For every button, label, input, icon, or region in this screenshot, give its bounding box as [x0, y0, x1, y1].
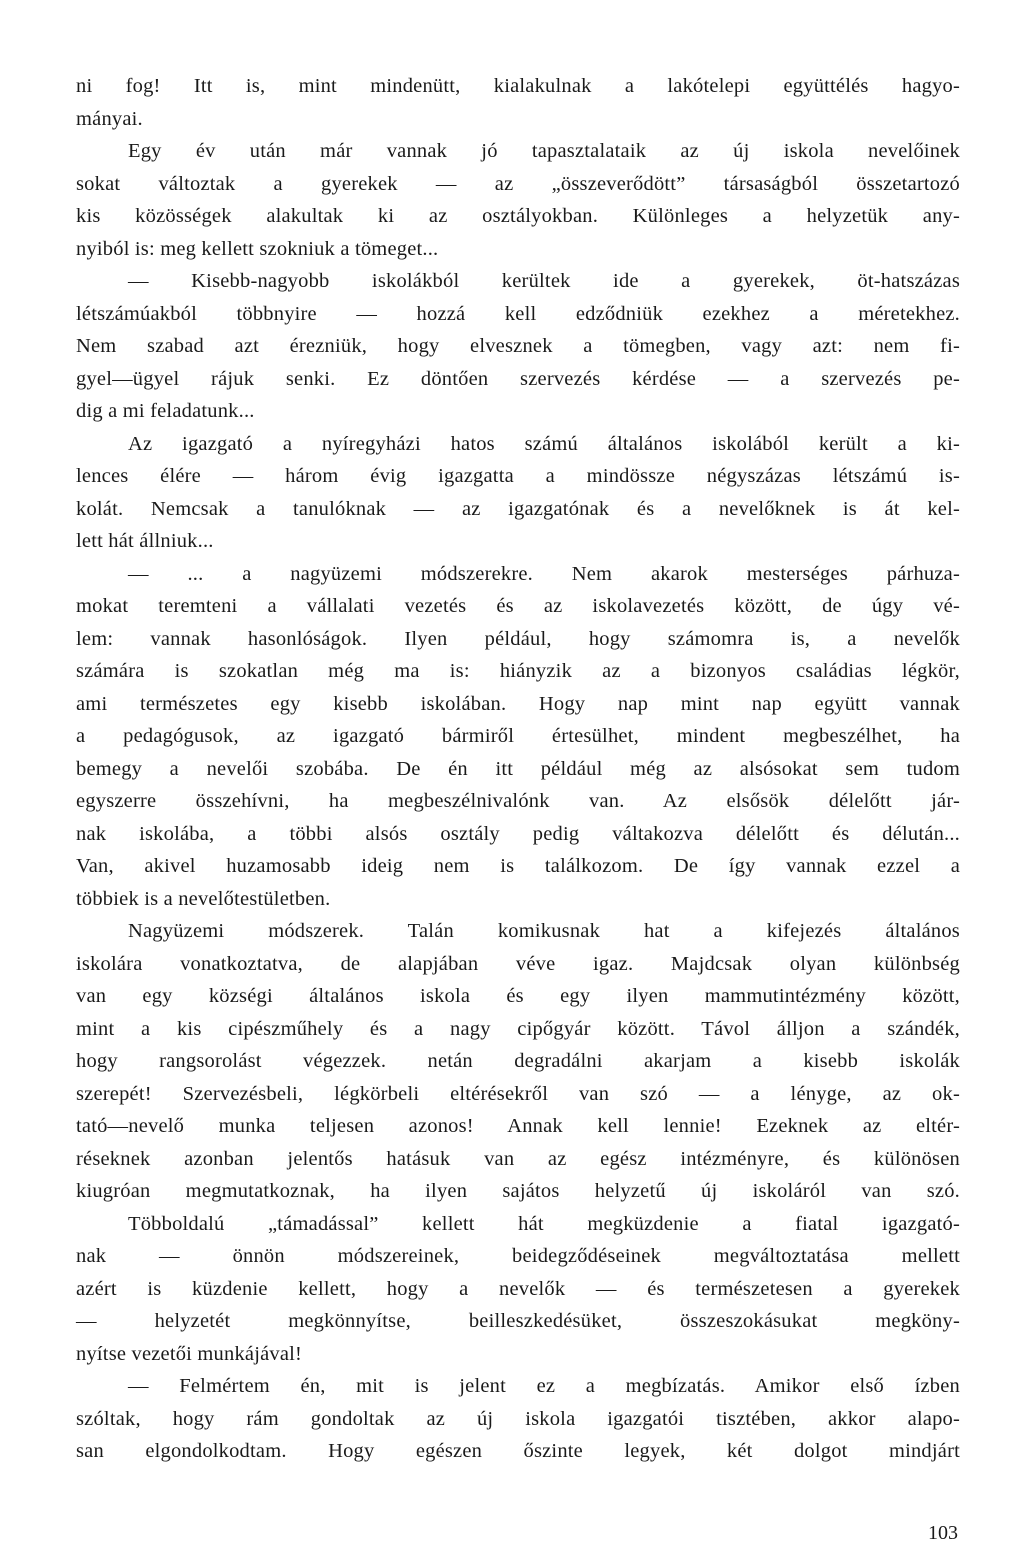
text-line: kolát. Nemcsak a tanulóknak — az igazgatónak és a nevelőknek is át kel-: [76, 497, 960, 520]
text-line: ami természetes egy kisebb iskolában. Hogy nap mint nap együtt vannak: [76, 692, 960, 715]
text-line: szóltak, hogy rám gondoltak az új iskola igazgatói tisztében, akkor alapo-: [76, 1407, 960, 1430]
text-line: — Felmértem én, mit is jelent ez a megbízatás. Amikor első ízben: [128, 1375, 960, 1397]
page-number: 103: [928, 1522, 958, 1544]
text-line: van egy községi általános iskola és egy ilyen mammutintézmény között,: [76, 985, 960, 1007]
text-line: egyszerre összehívni, ha megbeszélnivalónk van. Az elsősök délelőtt jár-: [76, 790, 960, 812]
text-line: ni fog! Itt is, mint mindenütt, kialakulnak a lakótelepi együttélés hagyo-: [76, 75, 960, 97]
text-line: san elgondolkodtam. Hogy egészen őszinte legyek, két dolgot mindjárt: [76, 1440, 960, 1462]
text-line: iskolára vonatkoztatva, de alapjában véve igaz. Majdcsak olyan különbség: [76, 952, 960, 975]
text-line: nak iskolába, a többi alsós osztály pedig váltakozva délelőtt és délután...: [76, 822, 960, 845]
text-line: számára is szokatlan még ma is: hiányzik az a bizonyos családias légkör,: [76, 660, 960, 682]
text-line: bemegy a nevelői szobába. De én itt például még az alsósokat sem tudom: [76, 757, 960, 780]
text-line: lett hát állniuk...: [76, 530, 214, 552]
text-line: réseknek azonban jelentős hatásuk van az egész intézményre, és különösen: [76, 1147, 960, 1170]
text-line: azért is küzdenie kellett, hogy a nevelők — és természetesen a gyerekek: [76, 1277, 960, 1300]
text-line: hogy rangsorolást végezzek. netán degradálni akarjam a kisebb iskolák: [76, 1050, 960, 1072]
text-line: gyel—ügyel rájuk senki. Ez döntően szervezés kérdése — a szervezés pe-: [76, 367, 960, 390]
text-line: létszámúakból többnyire — hozzá kell edződniük ezekhez a méretekhez.: [76, 302, 960, 325]
text-line: Többoldalú „támadással” kellett hát megküzdenie a fiatal igazgató-: [128, 1212, 960, 1235]
text-line: tató—nevelő munka teljesen azonos! Annak kell lennie! Ezeknek az eltér-: [76, 1115, 960, 1137]
text-line: a pedagógusok, az igazgató bármiről értesülhet, mindent megbeszélhet, ha: [76, 725, 960, 747]
text-line: mányai.: [76, 107, 143, 130]
text-line: többiek is a nevelőtestületben.: [76, 887, 331, 910]
text-line: mint a kis cipészműhely és a nagy cipőgyár között. Távol álljon a szándék,: [76, 1017, 960, 1040]
text-line: Nagyüzemi módszerek. Talán komikusnak hat a kifejezés általános: [128, 920, 960, 942]
text-line: — ... a nagyüzemi módszerekre. Nem akarok mesterséges párhuza-: [128, 562, 960, 585]
page-body-text: [76, 70, 960, 1468]
text-line: Nem szabad azt érezniük, hogy elvesznek a tömegben, vagy azt: nem fi-: [76, 335, 960, 357]
text-line: lences élére — három évig igazgatta a mindössze négyszázas létszámú is-: [76, 465, 960, 487]
text-line: Egy év után már vannak jó tapasztalataik az új iskola nevelőinek: [128, 140, 960, 162]
text-line: dig a mi feladatunk...: [76, 400, 255, 422]
text-line: lem: vannak hasonlóságok. Ilyen például, hogy számomra is, a nevelők: [76, 627, 960, 650]
text-line: — helyzetét megkönnyítse, beilleszkedésüket, összeszokásukat megköny-: [76, 1310, 960, 1332]
text-line: sokat változtak a gyerekek — az „összeverődött” társaságból összetartozó: [76, 172, 960, 195]
text-line: Az igazgató a nyíregyházi hatos számú általános iskolából került a ki-: [128, 432, 960, 455]
text-line: nyiból is: meg kellett szokniuk a tömeget...: [76, 237, 439, 260]
text-line: kiugróan megmutatkoznak, ha ilyen sajátos helyzetű új iskoláról van szó.: [76, 1180, 960, 1202]
text-line: kis közösségek alakultak ki az osztályokban. Különleges a helyzetük any-: [76, 205, 960, 227]
text-line: — Kisebb-nagyobb iskolákból kerültek ide a gyerekek, öt-hatszázas: [128, 270, 960, 292]
text-line: nyítse vezetői munkájával!: [76, 1342, 303, 1365]
text-line: szerepét! Szervezésbeli, légkörbeli eltérésekről van szó — a lényge, az ok-: [76, 1082, 960, 1105]
text-line: Van, akivel huzamosabb ideig nem is találkozom. De így vannak ezzel a: [76, 855, 960, 877]
text-line: mokat teremteni a vállalati vezetés és az iskolavezetés között, de úgy vé-: [76, 595, 960, 617]
text-line: nak — önnön módszereinek, beidegződéseinek megváltoztatása mellett: [76, 1245, 960, 1267]
